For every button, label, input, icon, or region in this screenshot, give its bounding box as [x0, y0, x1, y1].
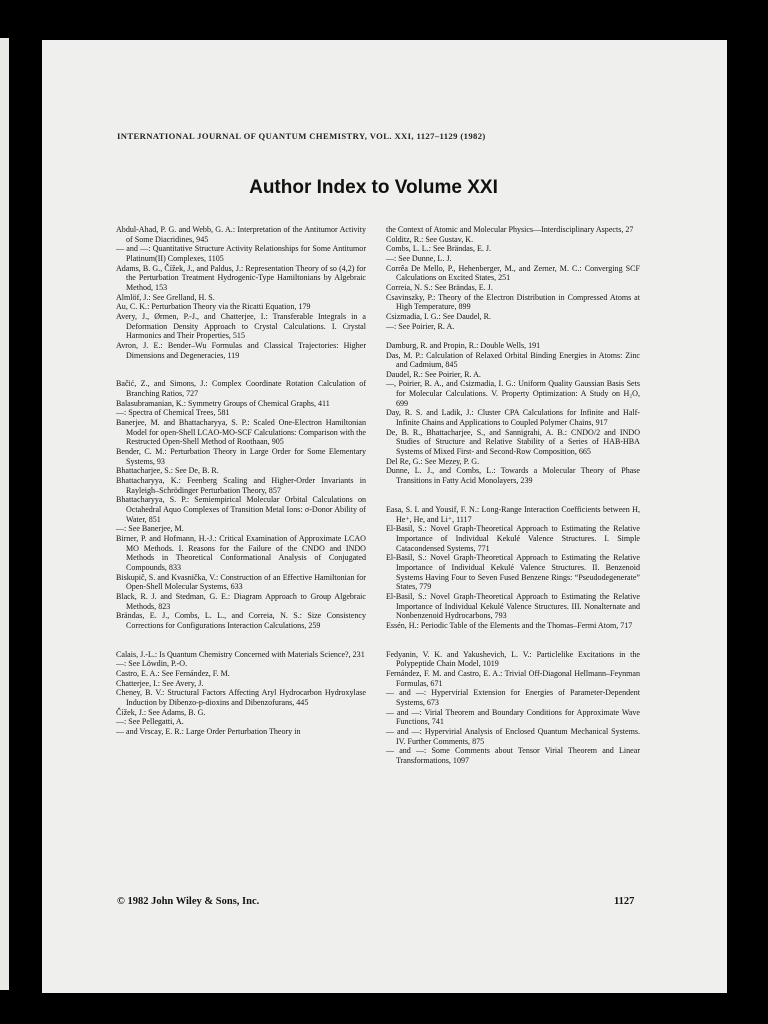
- index-entry: —: See Banerjee, M.: [116, 524, 184, 534]
- index-entry: Adams, B. G., Čížek, J., and Paldus, J.: Representation Theory of so (4,2) for the Perturbation Treatment Hydrogenic-Type Hamiltonians by Algebraic Method, 153: [116, 263, 366, 292]
- index-entry: the Context of Atomic and Molecular Physics—Interdisciplinary Aspects, 27: [386, 225, 634, 234]
- index-entry: Day, R. S. and Ladik, J.: Cluster CPA Calculations for Infinite and Half-Infinite Chains and Applications to Coupled Polymer Chains, 917: [386, 408, 640, 428]
- index-entry: — and —: Hypervirial Extension for Energies of Parameter-Dependent Systems, 673: [386, 688, 640, 708]
- entry-spacer: [386, 640, 640, 650]
- index-entry: Csizmadia, I. G.: See Daudel, R.: [386, 311, 492, 321]
- index-entry: Combs, L. L.: See Brändas, E. J.: [386, 244, 492, 254]
- index-entry: Fedyanin, V. K. and Yakushevich, L. V.: Particlelike Excitations in the Polypeptide Chain Model, 1019: [386, 649, 640, 669]
- entry-spacer: [386, 631, 640, 641]
- index-entry: El-Basil, S.: Novel Graph-Theoretical Approach to Estimating the Relative Importance of Individual Kekulé Valence Structures. II. Benzenoid Systems Having Four to Seven Fused Benzene Rings: “Pseudodegenerate” States, 779: [386, 553, 640, 592]
- index-entry: Balasubramanian, K.: Symmetry Groups of Chemical Graphs, 411: [116, 398, 330, 408]
- index-entry: Damburg, R. and Propin, R.: Double Wells, 191: [386, 340, 541, 350]
- entry-spacer: [386, 486, 640, 496]
- index-entry: De, B. R., Bhattacharjee, S., and Sannigrahi, A. B.: CNDO/2 and INDO Studies of Structure and Relative Stability of a Series of HAB-HBA Systems of Mixed First- and Second-Row Composition, 665: [386, 427, 640, 457]
- page-number: 1127: [614, 896, 635, 907]
- index-entry: Essén, H.: Periodic Table of the Elements and the Thomas–Fermi Atom, 717: [386, 620, 633, 630]
- index-entry: Colditz, R.: See Gustav, K.: [386, 234, 474, 244]
- index-entry: Das, M. P.: Calculation of Relaxed Orbital Binding Energies in Atoms: Zinc and Cadmium, 845: [386, 350, 640, 370]
- index-entry: Avron, J. E.: Bender–Wu Formulas and Classical Trajectories: Higher Dimensions and Degeneracies, 119: [116, 340, 366, 360]
- index-entry: Au, C. K.: Perturbation Theory via the Ricatti Equation, 179: [116, 302, 311, 312]
- index-entry: Chatterjee, I.: See Avery, J.: [116, 678, 204, 688]
- index-entry: Calais, J.-L.: Is Quantum Chemistry Concerned with Materials Science?, 231: [116, 649, 365, 659]
- index-entry: — and —: Some Comments about Tensor Virial Theorem and Linear Transformations, 1097: [386, 746, 640, 766]
- index-entry: — and Vrscay, E. R.: Large Order Perturbation Theory in: [116, 727, 301, 737]
- index-entry: Biskupič, S. and Kvasnička, V.: Construction of an Effective Hamiltonian for Open-Shell Molecular Systems, 633: [116, 572, 366, 592]
- index-entry: Black, R. J. and Stedman, G. E.: Diagram Approach to Group Algebraic Methods, 823: [116, 591, 366, 611]
- index-entry: Avery, J., Ørmen, P.-J., and Chatterjee, I.: Transferable Integrals in a Deformation Density Approach to Crystal Calculations. I. Crystal Harmonics and Their Properties, 515: [116, 311, 366, 341]
- index-entry: —: See Pellegatti, A.: [116, 717, 184, 727]
- entry-spacer: [386, 331, 640, 341]
- index-entry: Cheney, B. V.: Structural Factors Affecting Aryl Hydrocarbon Hydroxylase Induction by Dibenzo-p-dioxins and Dibenzofurans, 445: [116, 688, 366, 708]
- index-entry: Del Re, G.: See Mezey, P. G.: [386, 456, 480, 466]
- page-title: Author Index to Volume XXI: [249, 177, 498, 198]
- entry-spacer: [116, 370, 366, 380]
- index-entry: — and —: Quantitative Structure Activity Relationships for Some Antitumor Platinum(II) Complexes, 1105: [116, 244, 366, 263]
- index-entry: — and —: Virial Theorem and Boundary Conditions for Approximate Wave Functions, 741: [386, 707, 640, 727]
- index-entry: Bender, C. M.: Perturbation Theory in Large Order for Some Elementary Systems, 93: [116, 447, 366, 466]
- entry-spacer: [116, 640, 366, 650]
- index-entry: —, Poirier, R. A., and Csizmadia, I. G.: Uniform Quality Gaussian Basis Sets for Molecular Calculations. V. Property Optimization: A Study on H₂O, 699: [386, 379, 640, 408]
- index-entry: Bačić, Z., and Simons, J.: Complex Coordinate Rotation Calculation of Branching Ratios, 727: [116, 379, 366, 399]
- entry-spacer: [116, 631, 366, 641]
- index-entry: Bhattacharyya, S. P.: Semiempirical Molecular Orbital Calculations on Octahedral Aquo Complexes of Transition Metal Ions: σ-Donor Ability of Water, 851: [116, 495, 366, 524]
- index-column-left: [116, 225, 366, 737]
- adjacent-page-edge: [0, 38, 9, 990]
- index-entry: Csavinszky, P.: Theory of the Electron Distribution in Compressed Atoms at High Temperature, 899: [386, 292, 640, 312]
- document-page: [42, 40, 727, 993]
- index-entry: Bhattacharyya, K.: Feenberg Scaling and Higher-Order Invariants in Rayleigh–Schrödinger Perturbation Theory, 857: [116, 476, 366, 495]
- index-column-right: [386, 225, 640, 766]
- index-entry: Easa, S. I. and Yousif, F. N.: Long-Range Interaction Coefficients between H, He⁺, He, and Li⁺, 1117: [386, 504, 640, 524]
- index-entry: Birner, P. and Hofmann, H.-J.: Critical Examination of Approximate LCAO MO Methods. I. Reasons for the Failure of the CNDO and INDO Methods in Theoretical Conformational Analysis of Conjugated Compounds, 833: [116, 533, 366, 572]
- index-entry: Correia, N. S.: See Brändas, E. J.: [386, 282, 493, 292]
- copyright-line: © 1982 John Wiley & Sons, Inc.: [117, 896, 260, 907]
- index-entry: Almlöf, J.: See Grelland, H. S.: [116, 292, 215, 302]
- index-entry: Fernández, F. M. and Castro, E. A.: Trivial Off-Diagonal Hellmann–Feynman Formulas, 671: [386, 669, 640, 688]
- index-entry: Banerjee, M. and Bhattacharyya, S. P.: Scaled One-Electron Hamiltonian Model for open-Shell LCAO-MO-SCF Calculations: Comparison with the Restructed Open-Shell Method of Roothaan, 905: [116, 418, 366, 447]
- entry-spacer: [116, 360, 366, 370]
- index-entry: Čížek, J.: See Adams, B. G.: [116, 707, 206, 717]
- index-entry: —: See Löwdin, P.-O.: [116, 659, 188, 669]
- index-entry: El-Basil, S.: Novel Graph-Theoretical Approach to Estimating the Relative Importance of Individual Kekulé Valence Structures. III. Nonalternate and Nonbenzenoid Hydrocarbons, 793: [386, 591, 640, 621]
- index-entry: — and —: Hypervirial Analysis of Enclosed Quantum Mechanical Systems. IV. Further Comments, 875: [386, 727, 640, 746]
- index-entry: Dunne, L. J., and Combs, L.: Towards a Molecular Theory of Phase Transitions in Fatty Acid Monolayers, 239: [386, 466, 640, 486]
- index-entry: Bhattacharjee, S.: See De, B. R.: [116, 466, 219, 476]
- index-entry: Daudel, R.: See Poirier, R. A.: [386, 369, 481, 379]
- index-entry: Corrêa De Mello, P., Hehenberger, M., and Zerner, M. C.: Converging SCF Calculations on Excited States, 251: [386, 263, 640, 283]
- index-entry: —: See Dunne, L. J.: [386, 253, 452, 263]
- index-entry: El-Basil, S.: Novel Graph-Theoretical Approach to Estimating the Relative Importance of Individual Kekulé Valence Structures. I. Simple Catacondensed Systems, 771: [386, 524, 640, 553]
- index-entry: —: Spectra of Chemical Trees, 581: [116, 408, 230, 418]
- index-entry: —: See Poirier, R. A.: [386, 321, 455, 331]
- index-entry: Brändas, E. J., Combs, L. L., and Correia, N. S.: Size Consistency Corrections for Configurations Interaction Calculations, 259: [116, 611, 366, 630]
- running-head: INTERNATIONAL JOURNAL OF QUANTUM CHEMISTRY, VOL. XXI, 1127–1129 (1982): [117, 131, 486, 141]
- entry-spacer: [386, 495, 640, 505]
- index-entry: Castro, E. A.: See Fernández, F. M.: [116, 669, 230, 679]
- index-entry: Abdul-Ahad, P. G. and Webb, G. A.: Interpretation of the Antitumor Activity of Some Diacridines, 945: [116, 225, 366, 244]
